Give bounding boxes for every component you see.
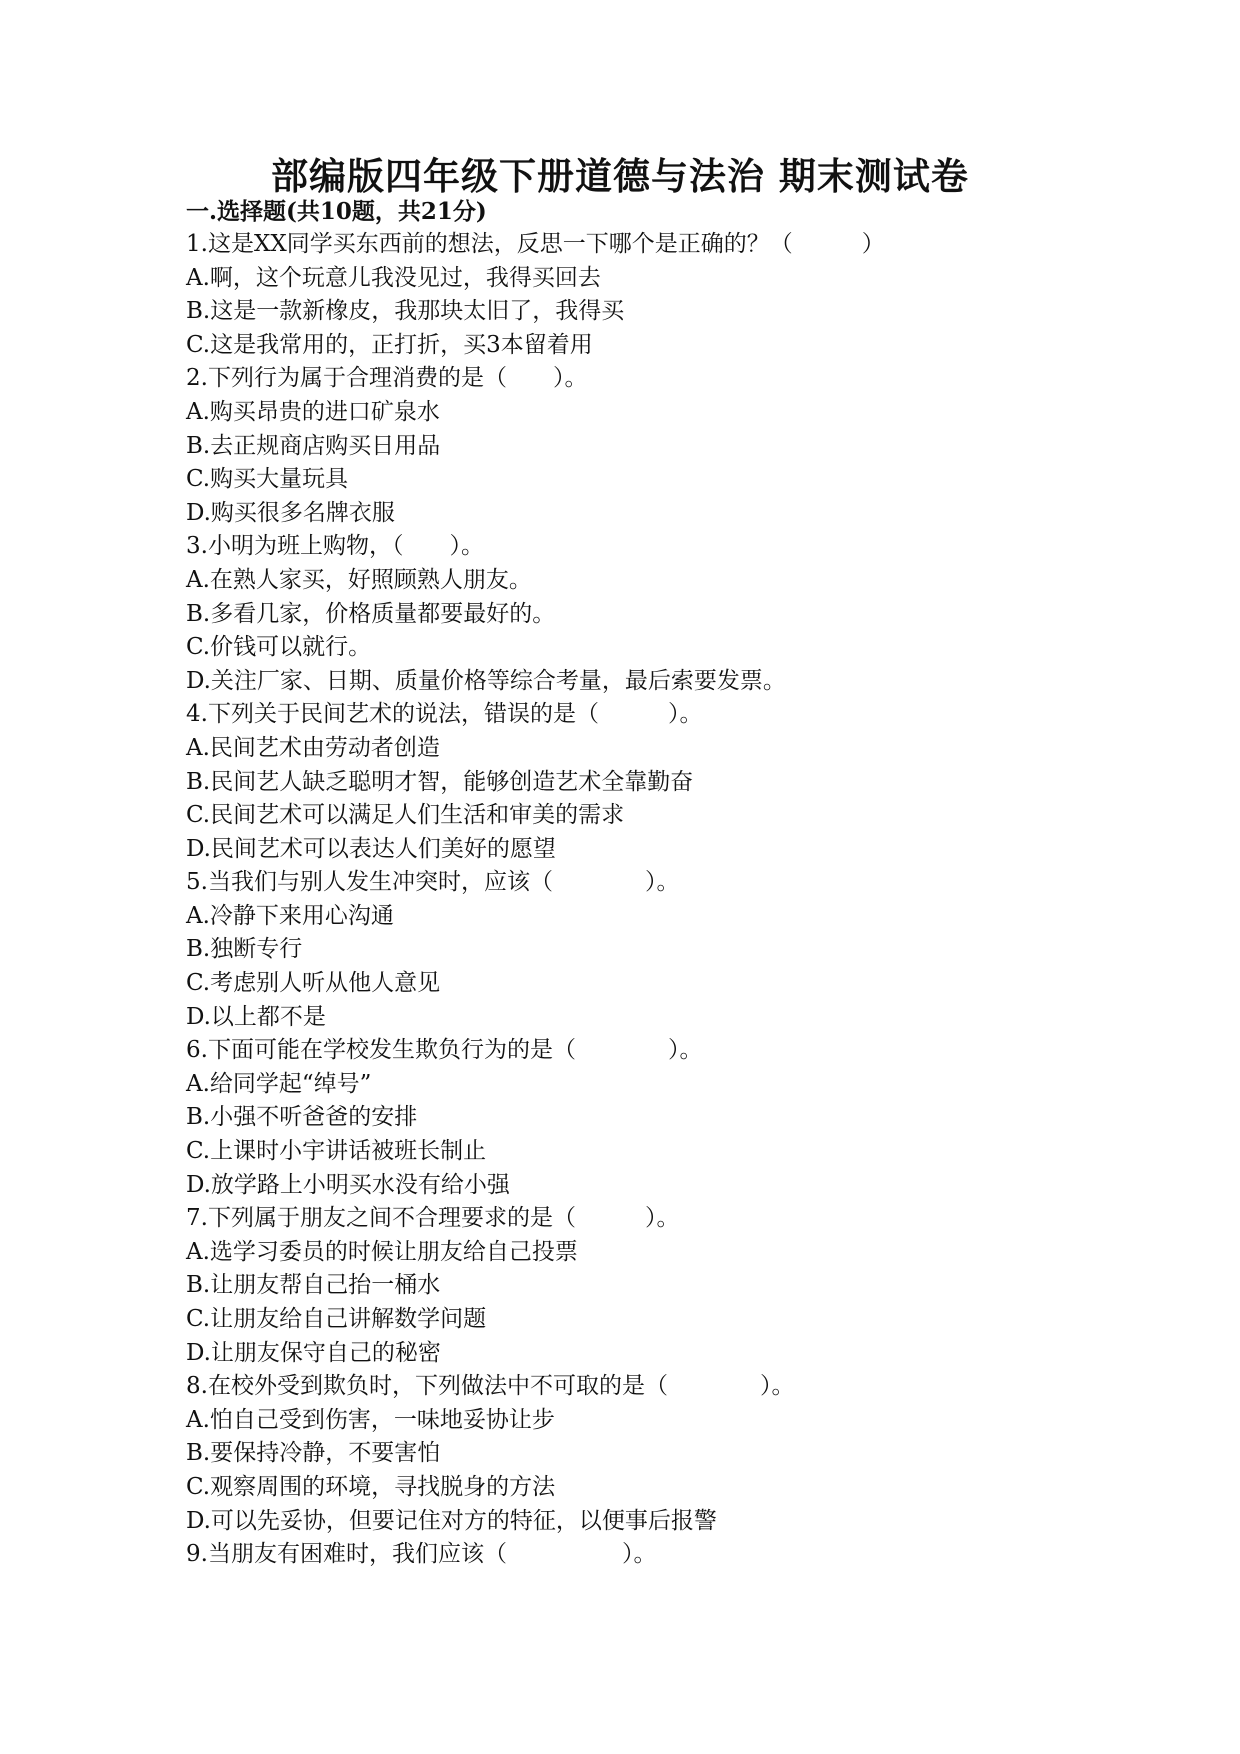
option-c: C.考虑别人听从他人意见 — [186, 970, 441, 997]
section-heading: 一.选择题(共10题，共21分) — [186, 198, 487, 225]
option-c: C.价钱可以就行。 — [186, 634, 372, 661]
question-stem: 8.在校外受到欺负时，下列做法中不可取的是（ ）。 — [186, 1373, 795, 1400]
exam-content — [186, 196, 1146, 1572]
option-c: C.让朋友给自己讲解数学问题 — [186, 1306, 487, 1332]
exam-title: 部编版四年级下册道德与法治 期末测试卷 — [271, 154, 969, 198]
option-d: D.关注厂家、日期、质量价格等综合考量，最后索要发票。 — [186, 667, 786, 694]
question-1 — [186, 228, 1146, 362]
option-b: B.独断专行 — [186, 936, 303, 963]
option-d: D.民间艺术可以表达人们美好的愿望 — [186, 835, 556, 862]
option-d: D.可以先妥协，但要记住对方的特征，以便事后报警 — [186, 1507, 717, 1534]
option-c: C.购买大量玩具 — [186, 466, 349, 493]
option-b: B.要保持冷静，不要害怕 — [186, 1440, 441, 1467]
option-d: D.让朋友保守自己的秘密 — [186, 1339, 441, 1366]
question-9 — [186, 1538, 1146, 1572]
option-a: A.民间艺术由劳动者创造 — [186, 734, 440, 761]
question-stem: 3.小明为班上购物，（ ）。 — [186, 533, 484, 560]
option-a: A.啊，这个玩意儿我没见过，我得买回去 — [186, 264, 601, 291]
option-b: B.去正规商店购买日用品 — [186, 432, 441, 459]
question-3 — [186, 530, 1146, 698]
question-stem: 7.下列属于朋友之间不合理要求的是（ ）。 — [186, 1205, 680, 1232]
question-6 — [186, 1034, 1146, 1202]
question-4 — [186, 698, 1146, 866]
option-c: C.观察周围的环境，寻找脱身的方法 — [186, 1473, 556, 1500]
option-a: A.给同学起“绰号” — [186, 1070, 372, 1097]
option-b: B.民间艺人缺乏聪明才智，能够创造艺术全靠勤奋 — [186, 768, 694, 795]
question-stem: 4.下列关于民间艺术的说法，错误的是（ ）。 — [186, 701, 703, 728]
question-8 — [186, 1370, 1146, 1538]
question-stem: 5.当我们与别人发生冲突时，应该（ ）。 — [186, 869, 680, 896]
option-d: D.购买很多名牌衣服 — [186, 499, 395, 526]
question-stem: 1.这是XX同学买东西前的想法，反思一下哪个是正确的？（ ） — [186, 231, 885, 257]
question-stem: 2.下列行为属于合理消费的是（ ）。 — [186, 365, 588, 392]
option-c: C.民间艺术可以满足人们生活和审美的需求 — [186, 802, 625, 829]
question-7 — [186, 1202, 1146, 1370]
option-d: D.以上都不是 — [186, 1003, 326, 1030]
option-a: A.冷静下来用心沟通 — [186, 902, 394, 929]
question-stem: 9.当朋友有困难时，我们应该（ ）。 — [186, 1541, 657, 1568]
option-b: B.这是一款新橡皮，我那块太旧了，我得买 — [186, 298, 625, 325]
option-b: B.多看几家，价格质量都要最好的。 — [186, 600, 556, 627]
option-a: A.选学习委员的时候让朋友给自己投票 — [186, 1238, 578, 1265]
option-a: A.购买昂贵的进口矿泉水 — [186, 398, 440, 425]
option-b: B.让朋友帮自己抬一桶水 — [186, 1272, 441, 1299]
option-a: A.在熟人家买，好照顾熟人朋友。 — [186, 566, 532, 593]
option-d: D.放学路上小明买水没有给小强 — [186, 1171, 510, 1198]
option-b: B.小强不听爸爸的安排 — [186, 1104, 418, 1131]
option-a: A.怕自己受到伤害，一味地妥协让步 — [186, 1406, 555, 1433]
question-2 — [186, 362, 1146, 530]
option-c: C.这是我常用的，正打折，买3本留着用 — [186, 331, 593, 358]
option-c: C.上课时小宇讲话被班长制止 — [186, 1138, 487, 1165]
question-stem: 6.下面可能在学校发生欺负行为的是（ ）。 — [186, 1037, 703, 1064]
question-5 — [186, 866, 1146, 1034]
